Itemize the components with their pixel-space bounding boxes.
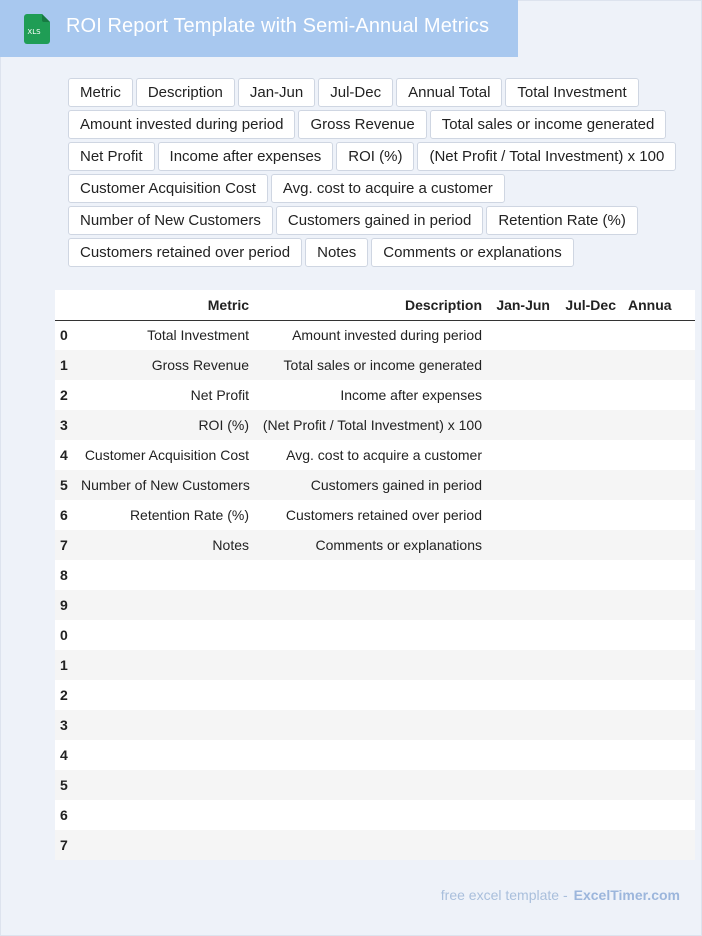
- column-header-annual: Annua: [622, 290, 695, 320]
- footer-free-text: free excel template -: [440, 887, 568, 903]
- cell-jul-dec[interactable]: [556, 680, 622, 710]
- row-index: 0: [55, 320, 75, 350]
- column-chip[interactable]: Total sales or income generated: [430, 110, 667, 139]
- cell-description[interactable]: [255, 620, 488, 650]
- cell-metric[interactable]: [75, 800, 255, 830]
- cell-jan-jun[interactable]: [488, 500, 556, 530]
- row-index: 3: [55, 410, 75, 440]
- roi-table: [55, 290, 695, 860]
- cell-jan-jun[interactable]: [488, 770, 556, 800]
- cell-jan-jun[interactable]: [488, 650, 556, 680]
- table-body: [55, 320, 695, 860]
- table-row: [55, 410, 695, 440]
- cell-metric[interactable]: Number of New Customers: [75, 470, 255, 500]
- cell-jul-dec[interactable]: [556, 800, 622, 830]
- row-index: 7: [55, 530, 75, 560]
- row-index: 1: [55, 650, 75, 680]
- column-header-description: Description: [255, 290, 488, 320]
- column-chip[interactable]: Customers retained over period: [68, 238, 302, 267]
- cell-annual[interactable]: [622, 380, 695, 410]
- column-chip[interactable]: Avg. cost to acquire a customer: [271, 174, 505, 203]
- cell-jul-dec[interactable]: [556, 530, 622, 560]
- table-row: [55, 800, 695, 830]
- table-row: [55, 650, 695, 680]
- table-row: [55, 620, 695, 650]
- cell-description[interactable]: [255, 770, 488, 800]
- cell-jan-jun[interactable]: [488, 530, 556, 560]
- column-chip[interactable]: Metric: [68, 78, 133, 107]
- cell-description[interactable]: Customers retained over period: [255, 500, 488, 530]
- table-row: [55, 590, 695, 620]
- cell-description[interactable]: [255, 590, 488, 620]
- row-index: 6: [55, 800, 75, 830]
- cell-jan-jun[interactable]: [488, 380, 556, 410]
- cell-jul-dec[interactable]: [556, 740, 622, 770]
- cell-description[interactable]: [255, 710, 488, 740]
- row-index: 4: [55, 440, 75, 470]
- cell-metric[interactable]: [75, 560, 255, 590]
- column-chip[interactable]: Total Investment: [505, 78, 638, 107]
- cell-description[interactable]: Total sales or income generated: [255, 350, 488, 380]
- row-index: 3: [55, 710, 75, 740]
- cell-metric[interactable]: [75, 650, 255, 680]
- cell-jul-dec[interactable]: [556, 830, 622, 860]
- cell-metric[interactable]: Total Investment: [75, 320, 255, 350]
- column-chip[interactable]: Amount invested during period: [68, 110, 295, 139]
- cell-annual[interactable]: [622, 650, 695, 680]
- column-header-metric: Metric: [75, 290, 255, 320]
- cell-jan-jun[interactable]: [488, 620, 556, 650]
- cell-jul-dec[interactable]: [556, 500, 622, 530]
- cell-metric[interactable]: [75, 710, 255, 740]
- cell-annual[interactable]: [622, 590, 695, 620]
- table-row: [55, 380, 695, 410]
- cell-jan-jun[interactable]: [488, 680, 556, 710]
- cell-metric[interactable]: [75, 620, 255, 650]
- footer-brand-link[interactable]: ExcelTimer.com: [573, 887, 680, 903]
- row-index: 6: [55, 500, 75, 530]
- column-chip[interactable]: Annual Total: [396, 78, 502, 107]
- table-row: [55, 470, 695, 500]
- cell-description[interactable]: [255, 680, 488, 710]
- cell-annual[interactable]: [622, 710, 695, 740]
- cell-jan-jun[interactable]: [488, 560, 556, 590]
- cell-description[interactable]: Amount invested during period: [255, 320, 488, 350]
- cell-jan-jun[interactable]: [488, 740, 556, 770]
- table-row: [55, 680, 695, 710]
- table-row: [55, 440, 695, 470]
- table-row: [55, 710, 695, 740]
- column-chip[interactable]: Customer Acquisition Cost: [68, 174, 268, 203]
- cell-metric[interactable]: [75, 770, 255, 800]
- cell-jan-jun[interactable]: [488, 470, 556, 500]
- cell-metric[interactable]: Retention Rate (%): [75, 500, 255, 530]
- cell-metric[interactable]: [75, 590, 255, 620]
- row-index: 7: [55, 830, 75, 860]
- column-chip[interactable]: Jan-Jun: [238, 78, 315, 107]
- cell-jan-jun[interactable]: [488, 440, 556, 470]
- cell-annual[interactable]: [622, 470, 695, 500]
- xls-file-icon: [22, 14, 50, 44]
- cell-annual[interactable]: [622, 560, 695, 590]
- cell-jul-dec[interactable]: [556, 710, 622, 740]
- row-index: 5: [55, 770, 75, 800]
- cell-description[interactable]: Avg. cost to acquire a customer: [255, 440, 488, 470]
- cell-metric[interactable]: Gross Revenue: [75, 350, 255, 380]
- cell-annual[interactable]: [622, 620, 695, 650]
- cell-description[interactable]: Income after expenses: [255, 380, 488, 410]
- column-chip[interactable]: Comments or explanations: [371, 238, 573, 267]
- cell-jan-jun[interactable]: [488, 800, 556, 830]
- cell-description[interactable]: Customers gained in period: [255, 470, 488, 500]
- column-chip[interactable]: Retention Rate (%): [486, 206, 638, 235]
- cell-metric[interactable]: ROI (%): [75, 410, 255, 440]
- header-bar: [0, 0, 518, 57]
- cell-jul-dec[interactable]: [556, 350, 622, 380]
- row-index: 4: [55, 740, 75, 770]
- cell-annual[interactable]: [622, 440, 695, 470]
- row-index: 9: [55, 590, 75, 620]
- cell-annual[interactable]: [622, 770, 695, 800]
- cell-annual[interactable]: [622, 530, 695, 560]
- cell-metric[interactable]: Customer Acquisition Cost: [75, 440, 255, 470]
- column-chip[interactable]: Notes: [305, 238, 368, 267]
- table-row: [55, 350, 695, 380]
- column-chip[interactable]: Net Profit: [68, 142, 155, 171]
- table-row: [55, 770, 695, 800]
- table-row: [55, 320, 695, 350]
- column-header-jan-jun: Jan-Jun: [488, 290, 556, 320]
- cell-description[interactable]: [255, 830, 488, 860]
- row-index: 2: [55, 380, 75, 410]
- cell-jan-jun[interactable]: [488, 830, 556, 860]
- cell-description[interactable]: (Net Profit / Total Investment) x 100: [255, 410, 488, 440]
- table-header-row: [55, 290, 695, 320]
- cell-jul-dec[interactable]: [556, 650, 622, 680]
- table-row: [55, 560, 695, 590]
- cell-description[interactable]: [255, 650, 488, 680]
- row-index: 0: [55, 620, 75, 650]
- cell-metric[interactable]: Net Profit: [75, 380, 255, 410]
- row-index: 8: [55, 560, 75, 590]
- cell-annual[interactable]: [622, 350, 695, 380]
- column-chip[interactable]: Income after expenses: [158, 142, 334, 171]
- cell-metric[interactable]: [75, 830, 255, 860]
- cell-description[interactable]: [255, 560, 488, 590]
- index-header: [55, 290, 75, 320]
- cell-jan-jun[interactable]: [488, 590, 556, 620]
- column-chip[interactable]: Description: [136, 78, 235, 107]
- table-row: [55, 830, 695, 860]
- cell-jan-jun[interactable]: [488, 350, 556, 380]
- cell-annual[interactable]: [622, 680, 695, 710]
- cell-jan-jun[interactable]: [488, 710, 556, 740]
- cell-jan-jun[interactable]: [488, 320, 556, 350]
- cell-jul-dec[interactable]: [556, 470, 622, 500]
- table-row: [55, 500, 695, 530]
- cell-jul-dec[interactable]: [556, 560, 622, 590]
- cell-annual[interactable]: [622, 320, 695, 350]
- cell-jul-dec[interactable]: [556, 380, 622, 410]
- table-row: [55, 740, 695, 770]
- column-chip[interactable]: Number of New Customers: [68, 206, 273, 235]
- column-chip[interactable]: Gross Revenue: [298, 110, 426, 139]
- row-index: 2: [55, 680, 75, 710]
- row-index: 5: [55, 470, 75, 500]
- cell-annual[interactable]: [622, 800, 695, 830]
- cell-jan-jun[interactable]: [488, 410, 556, 440]
- cell-metric[interactable]: [75, 740, 255, 770]
- column-chip[interactable]: ROI (%): [336, 142, 414, 171]
- column-header-jul-dec: Jul-Dec: [556, 290, 622, 320]
- cell-jul-dec[interactable]: [556, 620, 622, 650]
- table-row: [55, 530, 695, 560]
- cell-metric[interactable]: [75, 680, 255, 710]
- cell-annual[interactable]: [622, 740, 695, 770]
- cell-jul-dec[interactable]: [556, 590, 622, 620]
- cell-jul-dec[interactable]: [556, 320, 622, 350]
- cell-annual[interactable]: [622, 410, 695, 440]
- xls-icon-label: XLS: [27, 28, 41, 36]
- page-title: ROI Report Template with Semi-Annual Metrics: [66, 15, 490, 37]
- cell-metric[interactable]: Notes: [75, 530, 255, 560]
- cell-jul-dec[interactable]: [556, 440, 622, 470]
- cell-description[interactable]: [255, 740, 488, 770]
- footer-credit: [441, 887, 680, 903]
- cell-description[interactable]: [255, 800, 488, 830]
- cell-jul-dec[interactable]: [556, 410, 622, 440]
- row-index: 1: [55, 350, 75, 380]
- spreadsheet-preview: [60, 290, 678, 860]
- column-chip[interactable]: Jul-Dec: [318, 78, 393, 107]
- cell-description[interactable]: Comments or explanations: [255, 530, 488, 560]
- cell-annual[interactable]: [622, 500, 695, 530]
- cell-annual[interactable]: [622, 830, 695, 860]
- column-chip-list: [68, 78, 678, 267]
- column-chip[interactable]: Customers gained in period: [276, 206, 483, 235]
- cell-jul-dec[interactable]: [556, 770, 622, 800]
- column-chip[interactable]: (Net Profit / Total Investment) x 100: [417, 142, 676, 171]
